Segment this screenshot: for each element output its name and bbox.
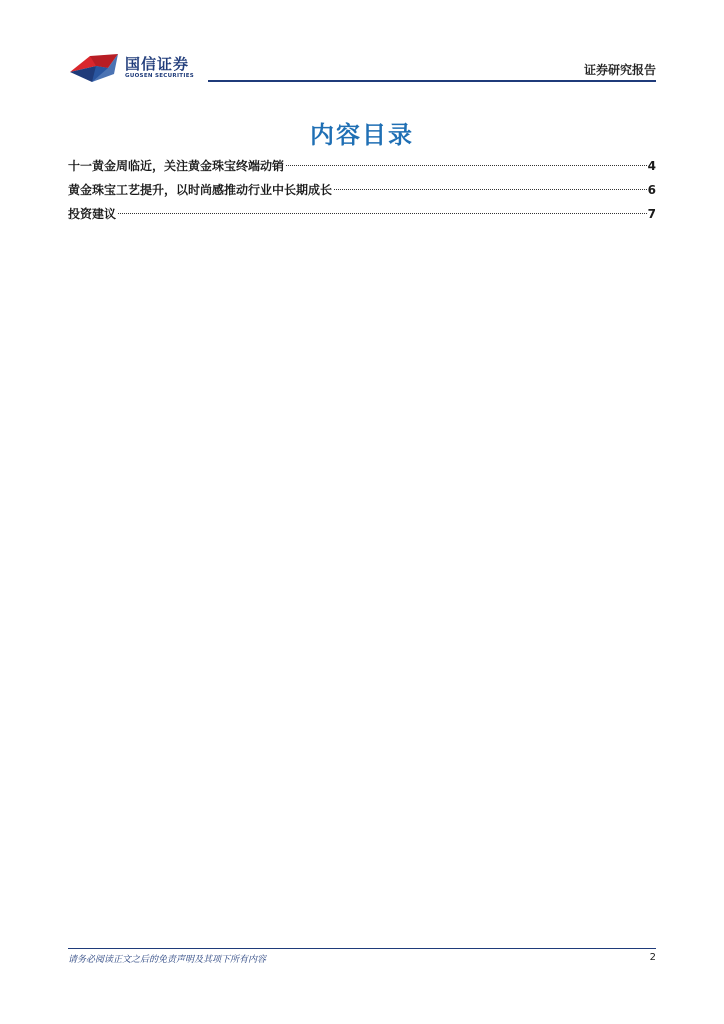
page-number: 2 (649, 952, 656, 963)
toc-entry-page: 6 (647, 183, 656, 197)
toc-entry-page: 7 (647, 207, 656, 221)
toc-dot-leader (286, 165, 647, 166)
toc-dot-leader (334, 189, 647, 190)
logo-chinese-name: 国信证券 (125, 55, 190, 73)
guosen-logo (68, 50, 208, 86)
logo-english-name: GUOSEN SECURITIES (125, 73, 195, 79)
footer-divider (68, 948, 656, 949)
report-type-label: 证券研究报告 (583, 63, 656, 77)
toc-title: 内容目录 (310, 121, 414, 149)
guosen-logo-icon (68, 52, 122, 84)
toc-entry[interactable] (68, 178, 656, 202)
page-header (68, 50, 656, 86)
toc-entry-title: 投资建议 (68, 207, 117, 221)
toc-entry-title: 十一黄金周临近，关注黄金珠宝终端动销 (68, 159, 285, 173)
toc-entry-page: 4 (647, 159, 656, 173)
toc-entry-title: 黄金珠宝工艺提升，以时尚感推动行业中长期成长 (68, 183, 333, 197)
toc-entry[interactable] (68, 202, 656, 226)
footer-disclaimer: 请务必阅读正文之后的免责声明及其项下所有内容 (68, 955, 267, 965)
toc-dot-leader (118, 213, 647, 214)
toc-entry[interactable] (68, 154, 656, 178)
header-divider (208, 80, 656, 82)
table-of-contents (68, 154, 656, 226)
